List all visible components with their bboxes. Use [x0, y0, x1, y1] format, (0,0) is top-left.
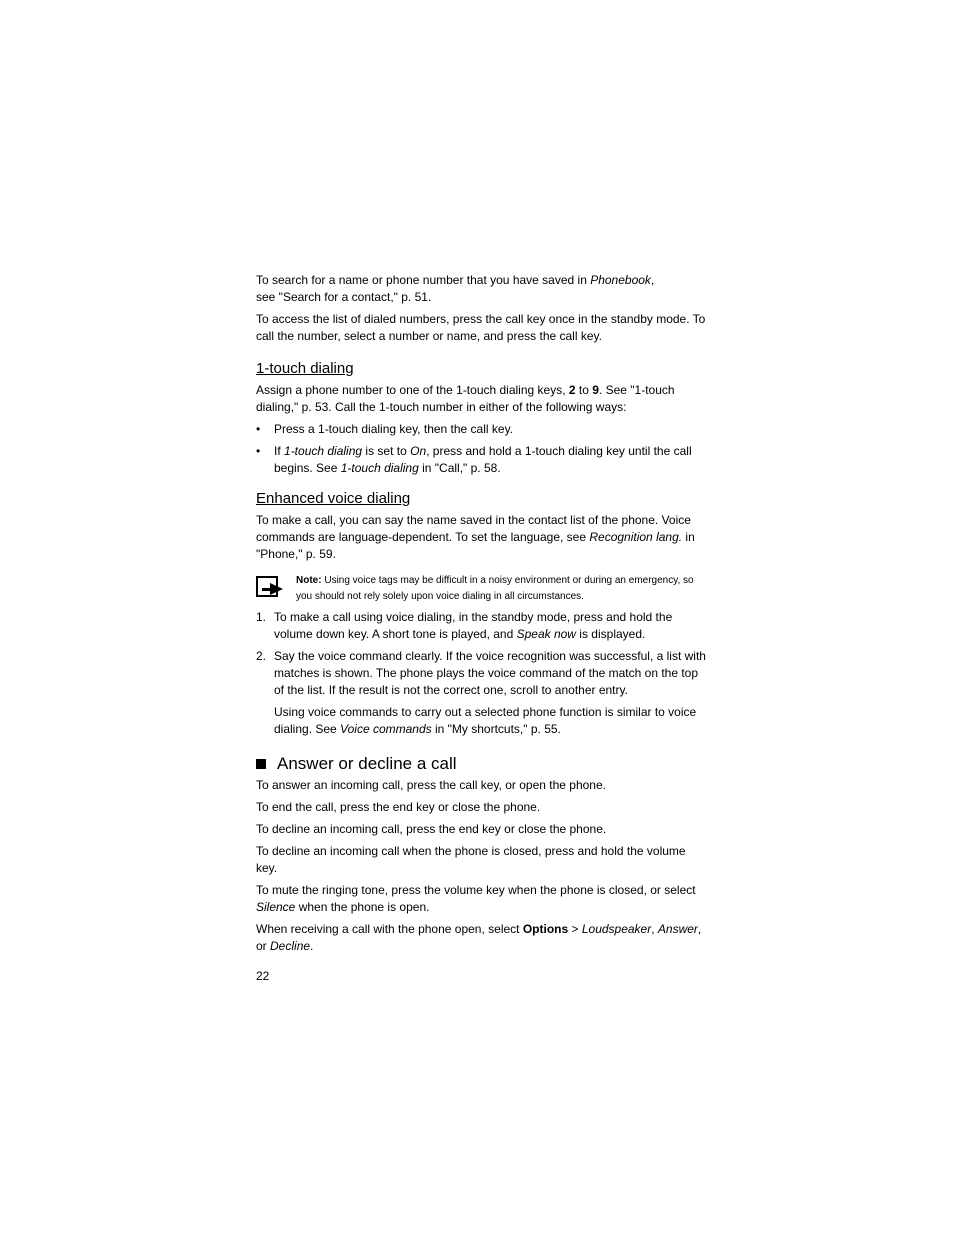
answer-paragraph-4: To decline an incoming call when the phone is closed, press and hold the volume key. [256, 844, 686, 875]
list-item: 2. Say the voice command clearly. If the voice recognition was successful, a list with matches is shown. The phone plays the voice command of the match on the top of the list. If the result is not the correct one, scroll to another entry. [256, 649, 706, 697]
intro-paragraph-dialed: To access the list of dialed numbers, press the call key once in the standby mode. To call the number, select a number or name, and press the call key. [256, 312, 706, 343]
manual-page [256, 272, 706, 985]
one-touch-list [256, 421, 706, 477]
voice-commands-paragraph: Using voice commands to carry out a selected phone function is similar to voice dialing. See Voice commands in "My shortcuts," p. 55. [274, 705, 697, 736]
note-box [256, 573, 706, 605]
step-number: 2. [256, 649, 267, 663]
answer-section-heading: Answer or decline a call [256, 754, 706, 774]
answer-paragraph-1: To answer an incoming call, press the call key, or open the phone. [256, 778, 606, 792]
voice-steps-list [256, 609, 706, 699]
answer-paragraph-2: To end the call, press the end key or close the phone. [256, 800, 541, 814]
list-item: • If 1-touch dialing is set to On, press and hold a 1-touch dialing key until the call begins. See 1-touch dialing in "Call," p. 58. [256, 444, 692, 475]
list-item: 1. To make a call using voice dialing, in the standby mode, press and hold the volume down key. A short tone is played, and Speak now is displayed. [256, 610, 673, 641]
note-label: Note: [296, 575, 322, 586]
square-bullet-icon [256, 759, 266, 769]
voice-dialing-paragraph: To make a call, you can say the name saved in the contact list of the phone. Voice commands are language-dependent. To set the language, see Recognition lang. in "Phone," p. 59. [256, 513, 695, 561]
bullet-icon: • [256, 444, 261, 458]
answer-paragraph-6: When receiving a call with the phone open, select Options > Loudspeaker, Answer, or Decline. [256, 922, 702, 953]
voice-dialing-heading: Enhanced voice dialing [256, 490, 411, 507]
page-number: 22 [256, 969, 270, 983]
note-hand-icon [256, 576, 286, 600]
list-item: • Press a 1-touch dialing key, then the call key. [256, 422, 514, 436]
one-touch-heading: 1-touch dialing [256, 360, 354, 377]
answer-paragraph-3: To decline an incoming call, press the end key or close the phone. [256, 822, 607, 836]
step-number: 1. [256, 610, 267, 624]
bullet-icon: • [256, 422, 261, 436]
one-touch-paragraph: Assign a phone number to one of the 1-touch dialing keys, 2 to 9. See "1-touch dialing," p. 53. Call the 1-touch number in either of the following ways: [256, 383, 675, 414]
intro-paragraph-search: To search for a name or phone number that you have saved in Phonebook, see "Search for a contact," p. 51. [256, 273, 655, 304]
answer-paragraph-5: To mute the ringing tone, press the volume key when the phone is closed, or select Silence when the phone is open. [256, 883, 696, 914]
note-text: Using voice tags may be difficult in a noisy environment or during an emergency, so you should not rely solely upon voice dialing in all circumstances. [296, 575, 694, 602]
